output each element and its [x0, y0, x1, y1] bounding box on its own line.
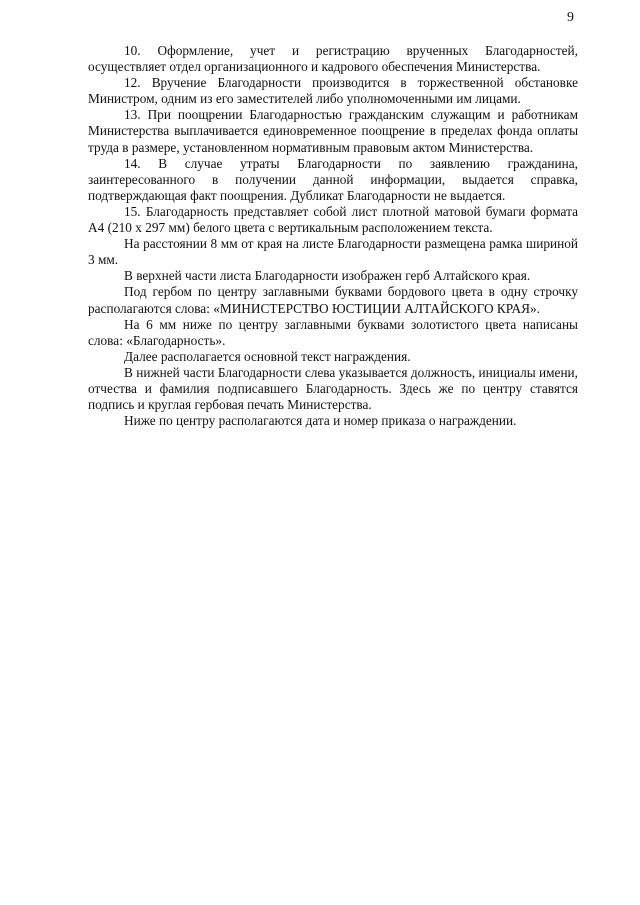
paragraph-13-bonus: 13. При поощрении Благодарностью гражданским служащим и работникам Министерства выплачивается единовременное поощрение в пределах фонда оплаты труда в размере, установленном нормативным правовым актом Министерства.: [88, 107, 578, 155]
paragraph-ministry-title: Под гербом по центру заглавными буквами бордового цвета в одну строчку располагаются слова: «МИНИСТЕРСТВО ЮСТИЦИИ АЛТАЙСКОГО КРАЯ».: [88, 284, 578, 316]
paragraph-15-format: 15. Благодарность представляет собой лист плотной матовой бумаги формата А4 (210 х 297 мм) белого цвета с вертикальным расположением текста.: [88, 203, 578, 236]
paragraph-signature: В нижней части Благодарности слева указывается должность, инициалы имени, отчества и фамилия подписавшего Благодарность. Здесь же по центру ставятся подпись и круглая гербовая печать Министерства.: [88, 364, 578, 413]
paragraph-gratitude-title: На 6 мм ниже по центру заглавными буквами золотистого цвета написаны слова: «Благодарность».: [88, 316, 578, 348]
paragraph-frame: На расстоянии 8 мм от края на листе Благодарности размещена рамка шириной 3 мм.: [88, 236, 578, 268]
paragraph-14-loss: 14. В случае утраты Благодарности по заявлению гражданина, заинтересованного в получении данной информации, выдается справка, подтверждающая факт поощрения. Дубликат Благодарности не выдается.: [88, 155, 578, 203]
paragraph-date-order: Ниже по центру располагаются дата и номер приказа о награждении.: [124, 413, 517, 429]
document-body: [88, 43, 578, 429]
paragraph-12-presentation: 12. Вручение Благодарности производится в торжественной обстановке Министром, одним из его заместителей либо уполномоченными им лицами.: [88, 75, 578, 107]
paragraph-main-text: Далее располагается основной текст награждения.: [124, 348, 411, 364]
page-number: 9: [567, 10, 574, 25]
paragraph-10-registration: 10. Оформление, учет и регистрацию врученных Благодарностей, осуществляет отдел организационного и кадрового обеспечения Министерства.: [88, 43, 578, 75]
paragraph-coat-of-arms: В верхней части листа Благодарности изображен герб Алтайского края.: [124, 268, 531, 284]
